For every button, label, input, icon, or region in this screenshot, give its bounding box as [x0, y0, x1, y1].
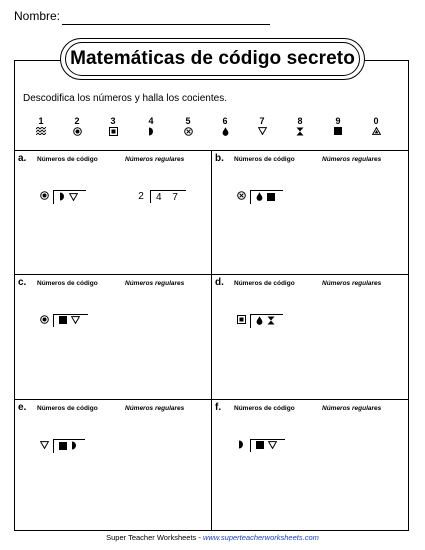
code-numbers-header: Números de código: [37, 156, 98, 163]
circled-x-icon: [180, 127, 196, 139]
name-label: Nombre:: [14, 9, 61, 23]
code-numbers-header: Números de código: [234, 280, 295, 287]
problem-letter: b.: [215, 153, 224, 164]
regular-numbers-header: Números regulares: [125, 280, 185, 287]
boxed-square-icon: [105, 127, 121, 139]
coded-division-problem: [39, 190, 86, 204]
drop-icon: [256, 316, 263, 328]
filled-square-icon: [59, 316, 67, 327]
key-digit: 8: [297, 116, 303, 126]
grid-divider: [211, 150, 212, 531]
regular-numbers-header: Números regulares: [125, 405, 185, 412]
up-triangle-dot-icon: [368, 127, 384, 138]
down-triangle-icon: [71, 316, 80, 327]
drop-icon: [256, 192, 263, 204]
regular-dividend: 4 7: [150, 190, 186, 203]
coded-division-problem: [236, 314, 283, 328]
problem-grid: [14, 150, 409, 531]
key-digit: 6: [222, 116, 228, 126]
coded-dividend: [250, 190, 283, 204]
drop-icon: [217, 127, 233, 139]
key-digit: 3: [110, 116, 116, 126]
target-circle-icon: [69, 127, 85, 139]
down-triangle-icon: [69, 193, 78, 204]
name-field[interactable]: [62, 24, 270, 25]
boxed-square-icon: [236, 315, 246, 327]
coded-division-problem: [236, 190, 283, 204]
key-digit: 4: [148, 116, 154, 126]
down-triangle-icon: [268, 441, 277, 452]
code-numbers-header: Números de código: [37, 280, 98, 287]
key-digit: 1: [38, 116, 44, 126]
filled-square-icon: [330, 127, 346, 138]
target-circle-icon: [39, 191, 49, 203]
down-triangle-icon: [39, 441, 49, 452]
half-circle-icon: [71, 441, 77, 453]
coded-dividend: [250, 439, 285, 452]
circled-x-icon: [236, 191, 246, 203]
footer-link[interactable]: www.superteacherworksheets.com: [202, 533, 319, 542]
page-title: Matemáticas de código secreto: [70, 48, 355, 69]
half-circle-icon: [59, 192, 65, 204]
problem-letter: c.: [18, 277, 27, 288]
target-circle-icon: [39, 315, 49, 327]
problem-letter: a.: [18, 153, 27, 164]
key-digit: 2: [74, 116, 80, 126]
key-digit: 5: [185, 116, 191, 126]
hourglass-icon: [292, 127, 308, 139]
instructions: Descodifica los números y halla los cocientes.: [23, 93, 227, 104]
code-numbers-header: Números de código: [234, 405, 295, 412]
key-digit: 0: [373, 116, 379, 126]
code-numbers-header: Números de código: [234, 156, 295, 163]
code-numbers-header: Números de código: [37, 405, 98, 412]
coded-division-problem: [39, 314, 88, 327]
filled-square-icon: [59, 442, 67, 453]
hourglass-icon: [267, 316, 275, 328]
waves-icon: [33, 127, 49, 138]
problem-letter: e.: [18, 402, 27, 413]
coded-dividend: [53, 314, 88, 327]
half-circle-icon: [143, 127, 159, 139]
key-digit: 9: [335, 116, 341, 126]
filled-square-icon: [256, 441, 264, 452]
down-triangle-icon: [254, 127, 270, 138]
key-digit: 7: [259, 116, 265, 126]
footer-brand: Super Teacher Worksheets -: [106, 533, 203, 542]
regular-division-problem: [136, 190, 186, 203]
regular-divisor: 2: [138, 191, 144, 202]
coded-dividend: [250, 314, 283, 328]
coded-division-problem: [236, 439, 285, 452]
problem-letter: d.: [215, 277, 224, 288]
filled-square-icon: [267, 193, 275, 204]
coded-dividend: [53, 439, 85, 453]
regular-numbers-header: Números regulares: [322, 280, 382, 287]
half-circle-icon: [236, 440, 246, 452]
problem-letter: f.: [215, 402, 222, 413]
coded-division-problem: [39, 439, 85, 453]
regular-numbers-header: Números regulares: [322, 156, 382, 163]
footer: [0, 533, 425, 542]
regular-numbers-header: Números regulares: [322, 405, 382, 412]
coded-dividend: [53, 190, 86, 204]
regular-numbers-header: Números regulares: [125, 156, 185, 163]
